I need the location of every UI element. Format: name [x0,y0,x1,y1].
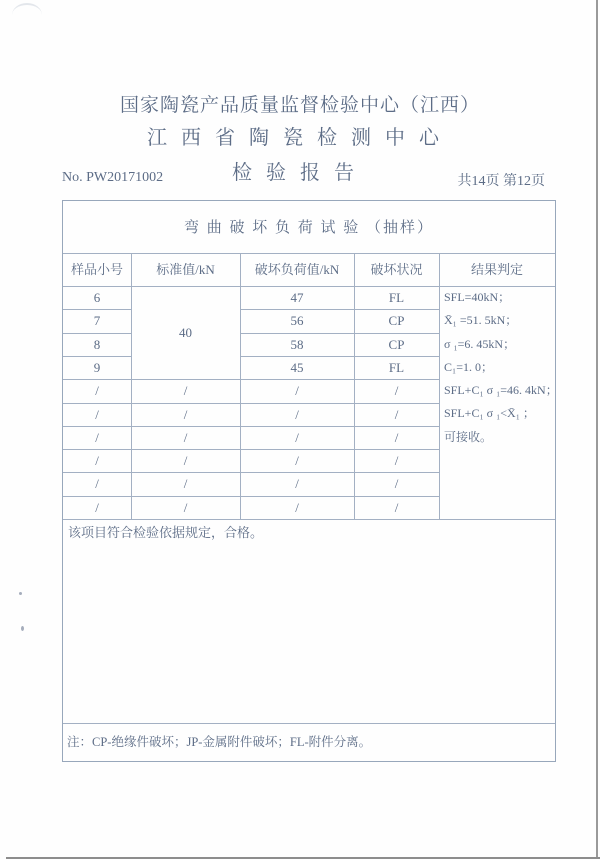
cell-sample-no: / [95,453,99,468]
cell-sample-no: 6 [93,290,101,305]
cell-load: / [295,407,299,422]
result-line: SFL+C₁ σ ₁<X̄₁ ； [444,406,535,421]
cell-mode: / [394,430,399,445]
col-header-standard-value: 标准值/kN [156,262,215,277]
cell-standard [131,356,240,379]
table-row [63,403,439,426]
cell-mode: / [394,383,399,398]
cell-standard: / [183,453,188,468]
table-row [63,309,439,332]
cell-load: 45 [290,360,304,375]
cell-standard [131,286,240,309]
result-line: SFL=40kN； [444,290,511,304]
table-row [63,379,439,402]
cell-sample-no: / [95,430,99,445]
result-line: 可接收。 [444,429,493,444]
scan-page-edge-right [596,0,598,859]
cell-sample-no: 7 [93,313,101,328]
table-row [63,496,439,519]
cell-standard [131,333,240,356]
cell-mode: FL [388,290,405,305]
cell-standard: / [183,383,188,398]
page-indicator: 共14页 第12页 [457,174,545,189]
cell-load: 56 [290,313,304,328]
table-row [63,449,439,472]
col-header-sample-no: 样品小号 [70,262,123,277]
report-number: No. PW20171002 [62,170,164,185]
cell-load: / [295,430,299,445]
table-row [63,472,439,495]
scan-speck [21,626,24,631]
cell-standard [131,309,240,332]
standard-value-merged-cell: 40 [179,325,192,340]
result-line: SFL+C₁ σ ₁=46. 4kN； [444,383,558,398]
cell-mode: CP [388,313,405,328]
cell-sample-no: / [95,500,99,515]
org-name-line1: 国家陶瓷产品质量监督检验中心（江西） [119,95,480,116]
conclusion-text: 该项目符合检验依据规定，合格。 [68,525,264,540]
result-line: X̄₁ =51. 5kN； [444,313,518,328]
result-line: σ ₁=6. 45kN； [444,336,516,351]
col-header-failure-mode: 破坏状况 [370,262,423,277]
scan-speck [19,592,22,595]
table-row [63,333,439,356]
cell-load: / [295,453,299,468]
cell-load: / [295,476,299,491]
cell-load: / [295,500,299,515]
cell-sample-no: 9 [93,360,101,375]
cell-standard: / [183,500,188,515]
table-gridline [63,519,555,520]
scan-artifact-mark [12,3,42,15]
table-title: 弯 曲 破 坏 负 荷 试 验 （抽样） [183,220,434,236]
col-header-failing-load: 破坏负荷值/kN [254,262,340,277]
test-results-table [62,200,556,762]
report-meta-row [62,170,545,190]
col-header-result-judgement: 结果判定 [470,262,523,277]
cell-mode: CP [388,337,405,352]
cell-standard: / [183,476,188,491]
cell-sample-no: / [95,407,99,422]
result-judgement-cell [444,286,558,449]
table-row [63,426,439,449]
cell-sample-no: 8 [93,337,101,352]
result-line: C₁=1. 0； [444,359,493,374]
cell-sample-no: / [95,476,99,491]
cell-mode: FL [388,360,405,375]
cell-load: 47 [290,290,304,305]
org-name-line2: 江西省陶瓷检测中心 [147,127,453,149]
report-title: 检验报告 [232,162,368,184]
table-gridline [439,253,440,519]
cell-sample-no: / [95,383,99,398]
cell-standard: / [183,430,188,445]
cell-mode: / [394,407,399,422]
cell-load: / [295,383,299,398]
cell-load: 58 [290,337,304,352]
cell-standard: / [183,407,188,422]
cell-mode: / [394,500,399,515]
table-row [63,356,439,379]
cell-mode: / [394,476,399,491]
footnote-text: 注：CP-绝缘件破坏；JP-金属附件破坏；FL-附件分离。 [67,735,372,749]
cell-mode: / [394,453,399,468]
table-row [63,286,439,309]
